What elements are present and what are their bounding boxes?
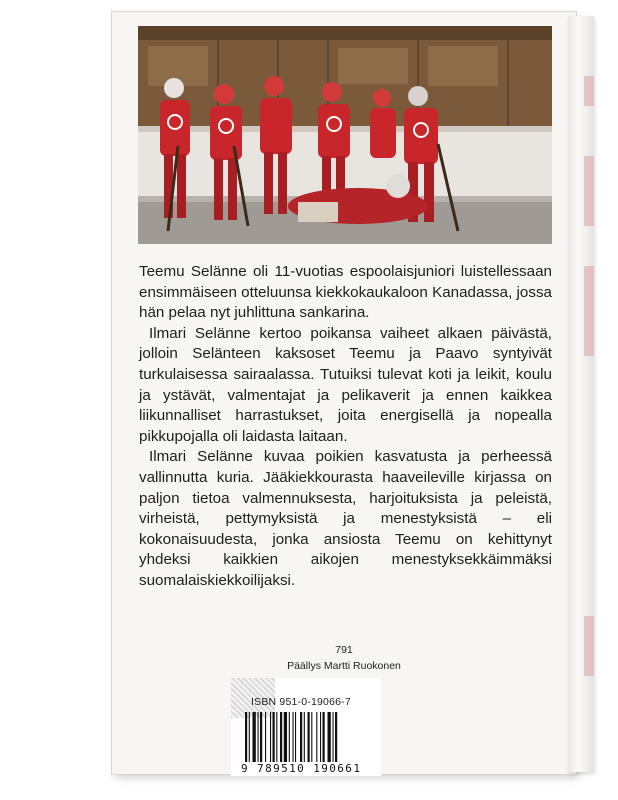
barcode-bar (323, 712, 325, 762)
barcode-bar (265, 712, 266, 762)
barcode-bar (300, 712, 302, 762)
barcode-bar (258, 712, 259, 762)
barcode-bar (293, 712, 294, 762)
barcode (245, 712, 367, 762)
barcode-bar (253, 712, 256, 762)
back-cover-blurb (139, 262, 552, 592)
isbn-label: ISBN 951-0-19066-7 (251, 696, 351, 708)
blurb-paragraph: Ilmari Selänne kertoo poikansa vaiheet alkaen päivästä, jolloin Selänteen kaksoset Teemu ja Paavo syntyivät turkulaisessa sairaalassa. Tutuiksi tulevat koti ja leikit, koulu ja ystävät, valmentajat ja pelikaverit ja ennen kaikkea liikunnalliset harrastukset, joita energisellä ja nopealla pikkupojalla oli laidasta laitaan. (139, 324, 552, 445)
barcode-bar (304, 712, 305, 762)
barcode-bar (335, 712, 337, 762)
barcode-bar (328, 712, 331, 762)
barcode-bar (245, 712, 247, 762)
barcode-bar (280, 712, 282, 762)
barcode-bar (249, 712, 250, 762)
blurb-paragraph: Teemu Selänne oli 11-vuotias espoolaisjuniori luistellessaan ensimmäiseen otteluunsa kiekkokaukaloon Kanadassa, jossa hän pelaa nyt juhlittuna sankarina. (139, 263, 552, 322)
barcode-bar (308, 712, 310, 762)
barcode-bar (295, 712, 296, 762)
book-back-cover (112, 12, 576, 774)
barcode-bar (273, 712, 275, 762)
barcode-bar (284, 712, 287, 762)
barcode-bar (289, 712, 290, 762)
blurb-paragraph: Ilmari Selänne kuvaa poikien kasvatusta ja perheessä vallinnutta kuria. Jääkiekkourasta haaveileville kirjassa on paljon tietoa valmennuksesta, harjoituksista ja peleistä, virheistä, pettymyksistä ja menestyksistä – eli kokonaisuudesta, jonka ansiosta Teemu on kehittynyt yhdeksi kaikkien aikojen menestyksekkäimmäksi suomalaiskiekkoilijaksi. (139, 448, 552, 589)
barcode-bar (311, 712, 312, 762)
hockey-team-photo (138, 26, 552, 244)
barcode-number: 9 789510 190661 (241, 762, 362, 775)
catalog-code: 791 (335, 644, 353, 656)
barcode-bar (333, 712, 334, 762)
barcode-bar (270, 712, 271, 762)
barcode-bar (276, 712, 277, 762)
barcode-area (231, 678, 381, 776)
cover-credit: Päällys Martti Ruokonen (287, 660, 401, 672)
barcode-bar (316, 712, 317, 762)
barcode-bar (260, 712, 262, 762)
book-spine (568, 16, 594, 772)
barcode-bar (320, 712, 321, 762)
